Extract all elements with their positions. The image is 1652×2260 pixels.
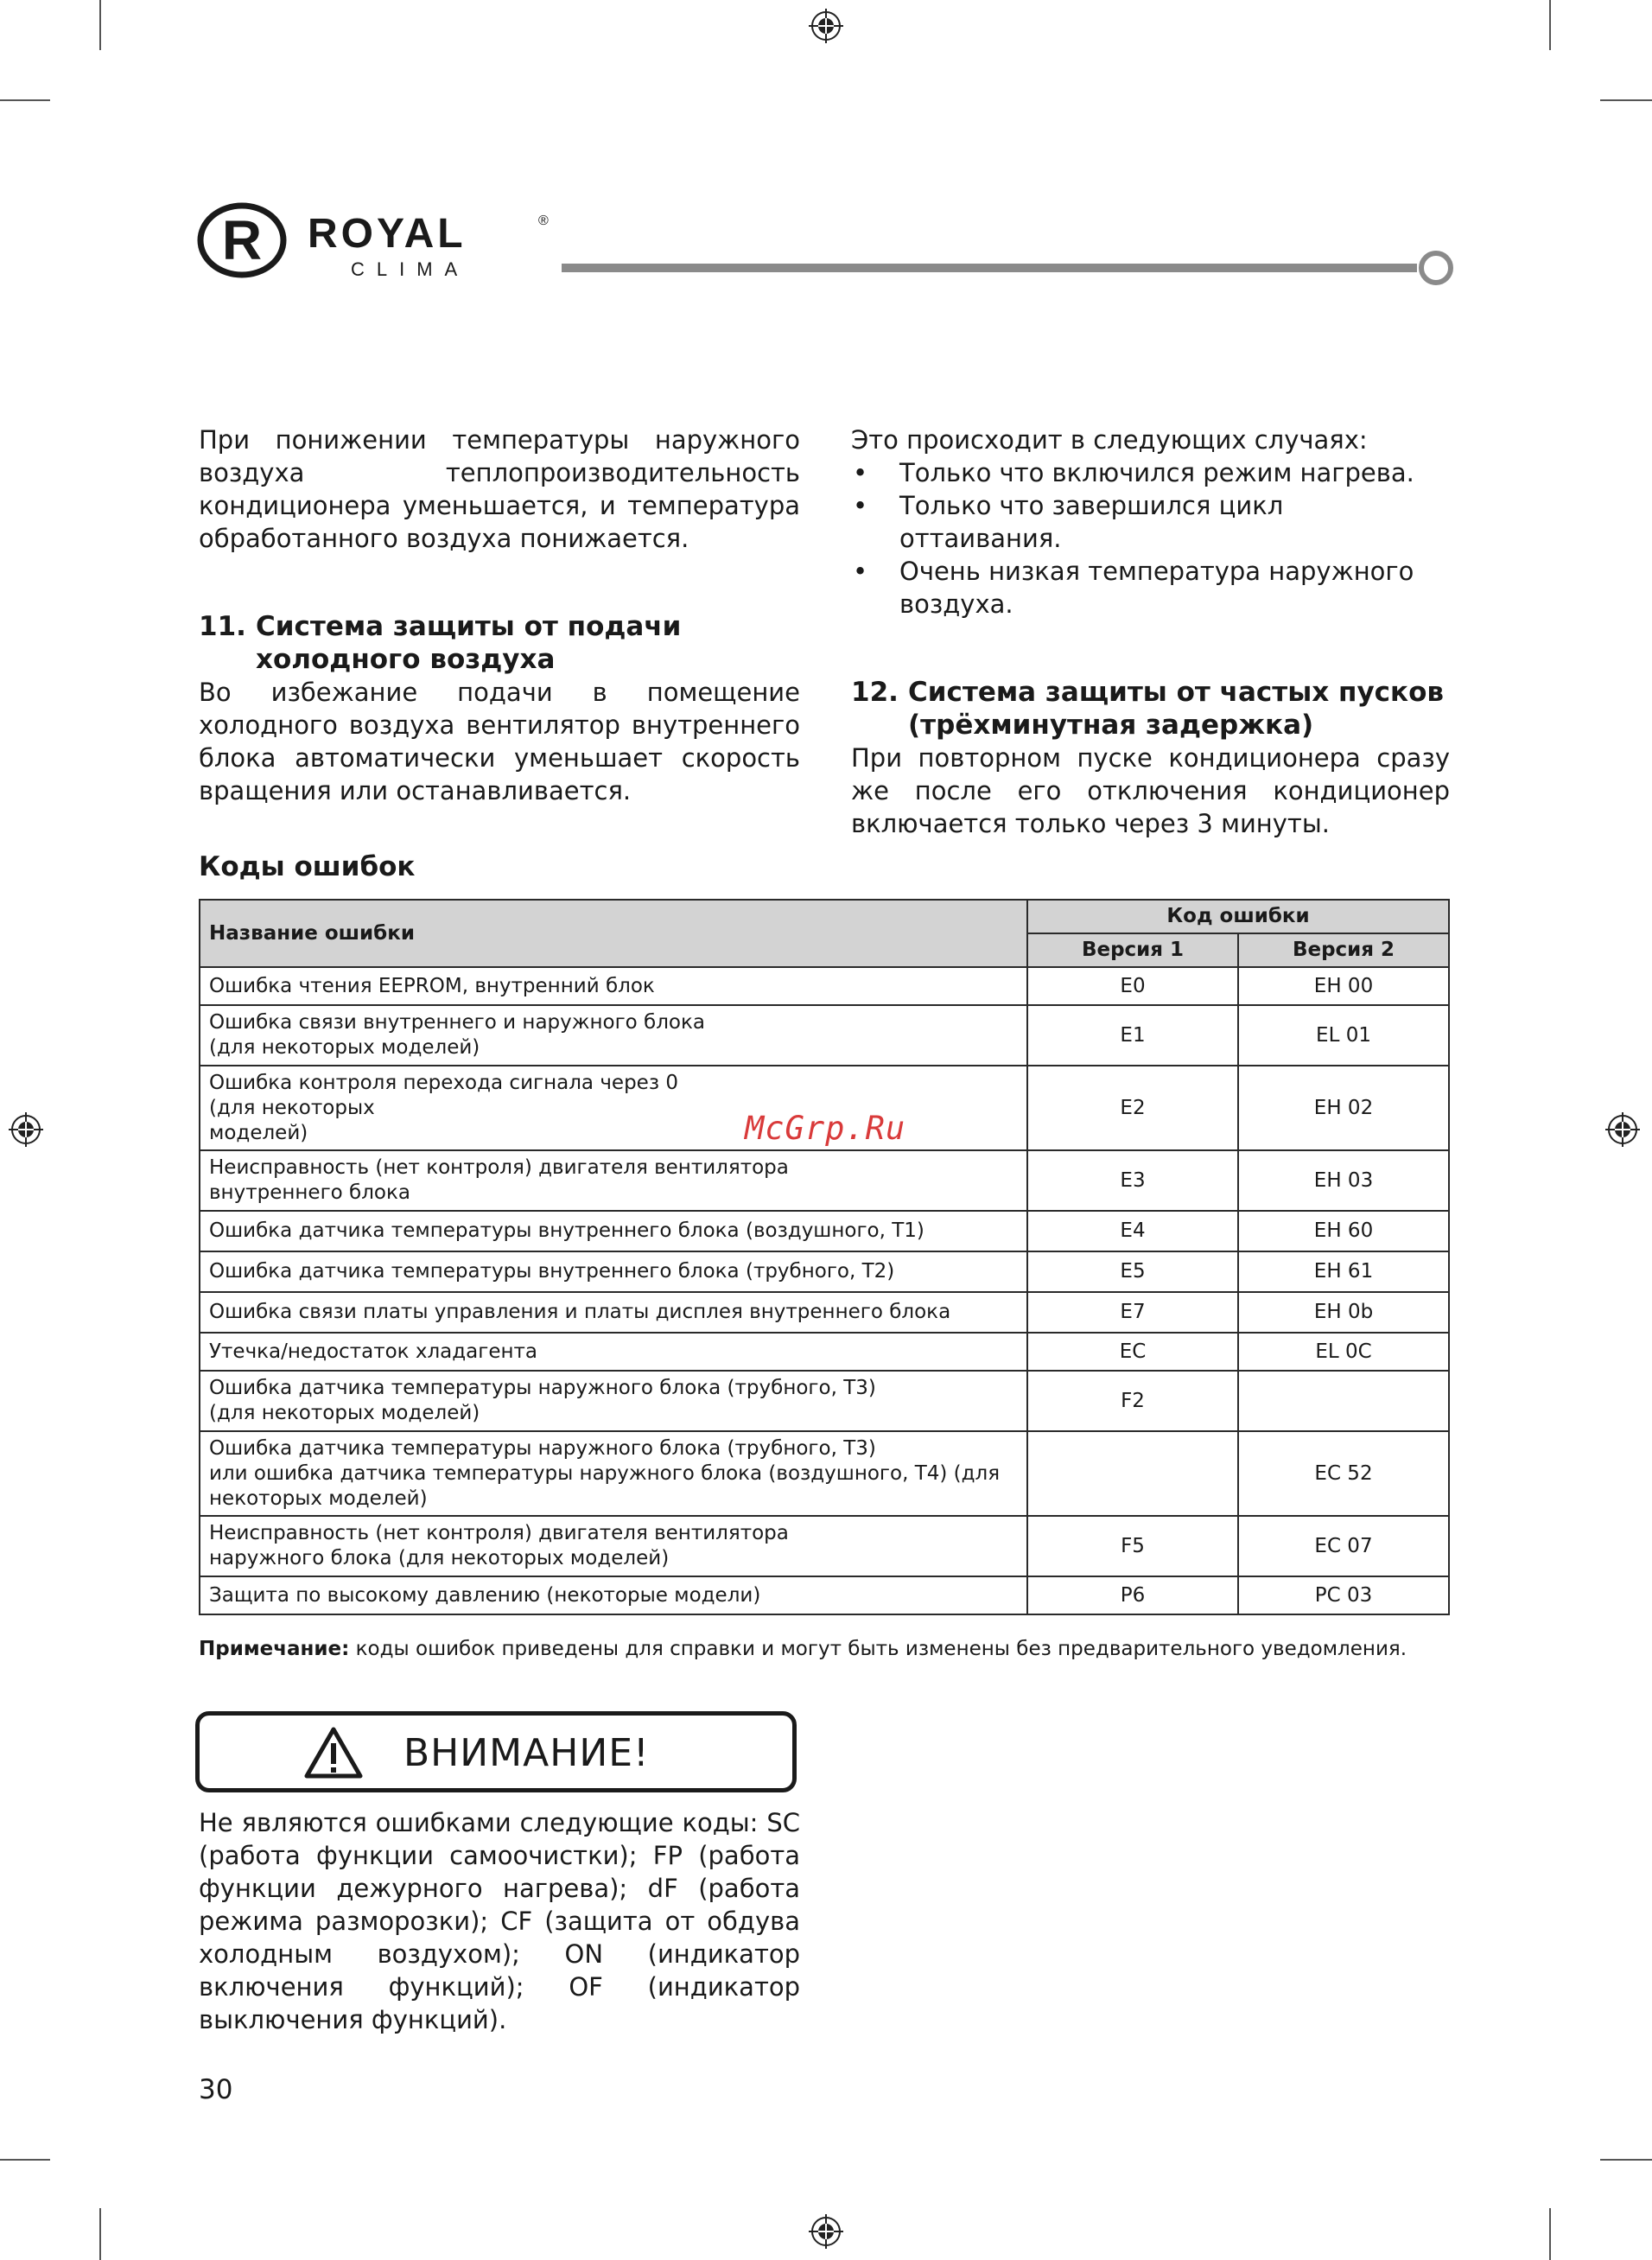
table-row [200, 1516, 1449, 1576]
code-v2-cell [1238, 1371, 1449, 1431]
registration-mark-icon [807, 7, 845, 45]
list-item: • Только что включился режим нагрева. [851, 456, 1450, 489]
error-name-cell: Ошибка контроля перехода сигнала через 0 (для некоторых моделей) [200, 1066, 1027, 1150]
error-name-cell: Ошибка датчика температуры наружного блока (трубного, T3) (для некоторых моделей) [200, 1371, 1027, 1431]
header-version-1: Версия 1 [1027, 933, 1238, 967]
note-text: коды ошибок приведены для справки и могут быть изменены без предварительного уведомления. [349, 1638, 1407, 1660]
list-item: • Очень низкая температура наружного воздуха. [851, 555, 1450, 621]
error-name-cell: Утечка/недостаток хладагента [200, 1333, 1027, 1371]
logo-sub: CLIMA [351, 258, 470, 280]
error-name-cell: Ошибка чтения EEPROM, внутренний блок [200, 967, 1027, 1005]
code-v1-cell: E2 [1027, 1066, 1238, 1150]
code-v2-cell: EL 0C [1238, 1333, 1449, 1371]
header-error-name: Название ошибки [200, 900, 1027, 967]
error-name-cell: Ошибка датчика температуры наружного блока (трубного, T3) или ошибка датчика температуры наружного блока (воздушного, T4) (для некоторых моделей) [200, 1431, 1027, 1516]
code-v1-cell: EC [1027, 1333, 1238, 1371]
code-v2-cell: EC 07 [1238, 1516, 1449, 1576]
crop-mark [0, 99, 50, 101]
header-rule [562, 264, 1417, 272]
warning-text: Не являются ошибками следующие коды: SC (работа функции самоочистки); FP (работа функции дежурного нагрева); dF (работа режима разморозки); CF (защита от обдува холодным воздухом); ON (индикатор включения функций); OF (индикатор выключения функций). [199, 1808, 800, 2034]
section-title: Система защиты от подачи холодного воздуха [256, 611, 682, 675]
section-number: 11. [199, 611, 246, 642]
code-v1-cell: E5 [1027, 1251, 1238, 1292]
crop-mark [99, 0, 101, 50]
section-12-text: При повторном пуске кондиционера сразу же после его отключения кондиционер включается только через 3 минуты. [851, 743, 1450, 838]
code-v2-cell: EH 61 [1238, 1251, 1449, 1292]
code-v2-cell: EH 0b [1238, 1292, 1449, 1333]
code-v2-cell: EH 60 [1238, 1211, 1449, 1251]
table-row [200, 1431, 1449, 1516]
section-12-heading [851, 676, 1450, 742]
table-row [200, 1333, 1449, 1371]
table-note [199, 1638, 1407, 1660]
code-v1-cell [1027, 1431, 1238, 1516]
code-v1-cell: P6 [1027, 1576, 1238, 1614]
section-11-heading [199, 610, 800, 676]
crop-mark [99, 2208, 101, 2260]
warning-box [195, 1711, 797, 1792]
error-name-cell: Неисправность (нет контроля) двигателя вентилятора наружного блока (для некоторых моделей) [200, 1516, 1027, 1576]
table-row [200, 1576, 1449, 1614]
code-v2-cell: PC 03 [1238, 1576, 1449, 1614]
cases-list [851, 456, 1450, 621]
code-v1-cell: F5 [1027, 1516, 1238, 1576]
code-v2-cell: EH 03 [1238, 1150, 1449, 1211]
table-row [200, 1251, 1449, 1292]
section-11-text: Во избежание подачи в помещение холодного воздуха вентилятор внутреннего блока автоматически уменьшает скорость вращения или останавливается. [199, 678, 800, 805]
registration-mark-icon [7, 1111, 45, 1149]
crop-mark [1549, 0, 1551, 50]
logo-registered: ® [538, 213, 549, 228]
code-v2-cell: EH 00 [1238, 967, 1449, 1005]
crop-mark [1549, 2208, 1551, 2260]
section-title: Система защиты от частых пусков (трёхминутная задержка) [908, 677, 1444, 741]
note-label: Примечание: [199, 1638, 350, 1660]
royal-clima-logo [197, 197, 560, 283]
section-number: 12. [851, 677, 899, 708]
code-v1-cell: E0 [1027, 967, 1238, 1005]
error-name-cell: Ошибка датчика температуры внутреннего блока (воздушного, T1) [200, 1211, 1027, 1251]
error-name-cell: Ошибка датчика температуры внутреннего блока (трубного, T2) [200, 1251, 1027, 1292]
header-version-2: Версия 2 [1238, 933, 1449, 967]
code-v2-cell: EL 01 [1238, 1005, 1449, 1066]
crop-mark [1600, 99, 1652, 101]
table-row [200, 967, 1449, 1005]
left-column [199, 423, 800, 807]
header-error-code: Код ошибки [1027, 900, 1449, 933]
registration-mark-icon [807, 2212, 845, 2250]
table-row [200, 1211, 1449, 1251]
code-v1-cell: E4 [1027, 1211, 1238, 1251]
registration-mark-icon [1604, 1111, 1642, 1149]
code-v1-cell: F2 [1027, 1371, 1238, 1431]
error-name-cell: Неисправность (нет контроля) двигателя вентилятора внутреннего блока [200, 1150, 1027, 1211]
error-codes-table [199, 899, 1450, 1615]
table-row [200, 1005, 1449, 1066]
error-name-cell: Ошибка связи платы управления и платы дисплея внутреннего блока [200, 1292, 1027, 1333]
code-v1-cell: E7 [1027, 1292, 1238, 1333]
right-column [851, 423, 1450, 840]
code-v1-cell: E1 [1027, 1005, 1238, 1066]
warning-title: ВНИМАНИЕ! [403, 1731, 650, 1775]
crop-mark [0, 2159, 50, 2161]
page-number: 30 [199, 2074, 233, 2105]
code-v2-cell: EH 02 [1238, 1066, 1449, 1150]
table-row [200, 1371, 1449, 1431]
cases-intro: Это происходит в следующих случаях: [851, 425, 1368, 455]
table-row [200, 1292, 1449, 1333]
logo-letter: R [221, 209, 263, 271]
table-title: Коды ошибок [199, 851, 416, 882]
error-name-cell: Защита по высокому давлению (некоторые модели) [200, 1576, 1027, 1614]
warning-triangle-icon [303, 1726, 364, 1779]
error-name-cell: Ошибка связи внутреннего и наружного блока (для некоторых моделей) [200, 1005, 1027, 1066]
code-v1-cell: E3 [1027, 1150, 1238, 1211]
list-item: • Только что завершился цикл оттаивания. [851, 489, 1450, 555]
watermark: McGrp.Ru [745, 1110, 906, 1147]
crop-mark [1600, 2159, 1652, 2161]
table-row [200, 1150, 1449, 1211]
header-rule-end [1419, 251, 1453, 285]
intro-paragraph: При понижении температуры наружного воздуха теплопроизводительность кондиционера уменьшается, и температура обработанного воздуха понижается. [199, 425, 800, 553]
logo-brand: ROYAL [308, 211, 467, 257]
code-v2-cell: EC 52 [1238, 1431, 1449, 1516]
